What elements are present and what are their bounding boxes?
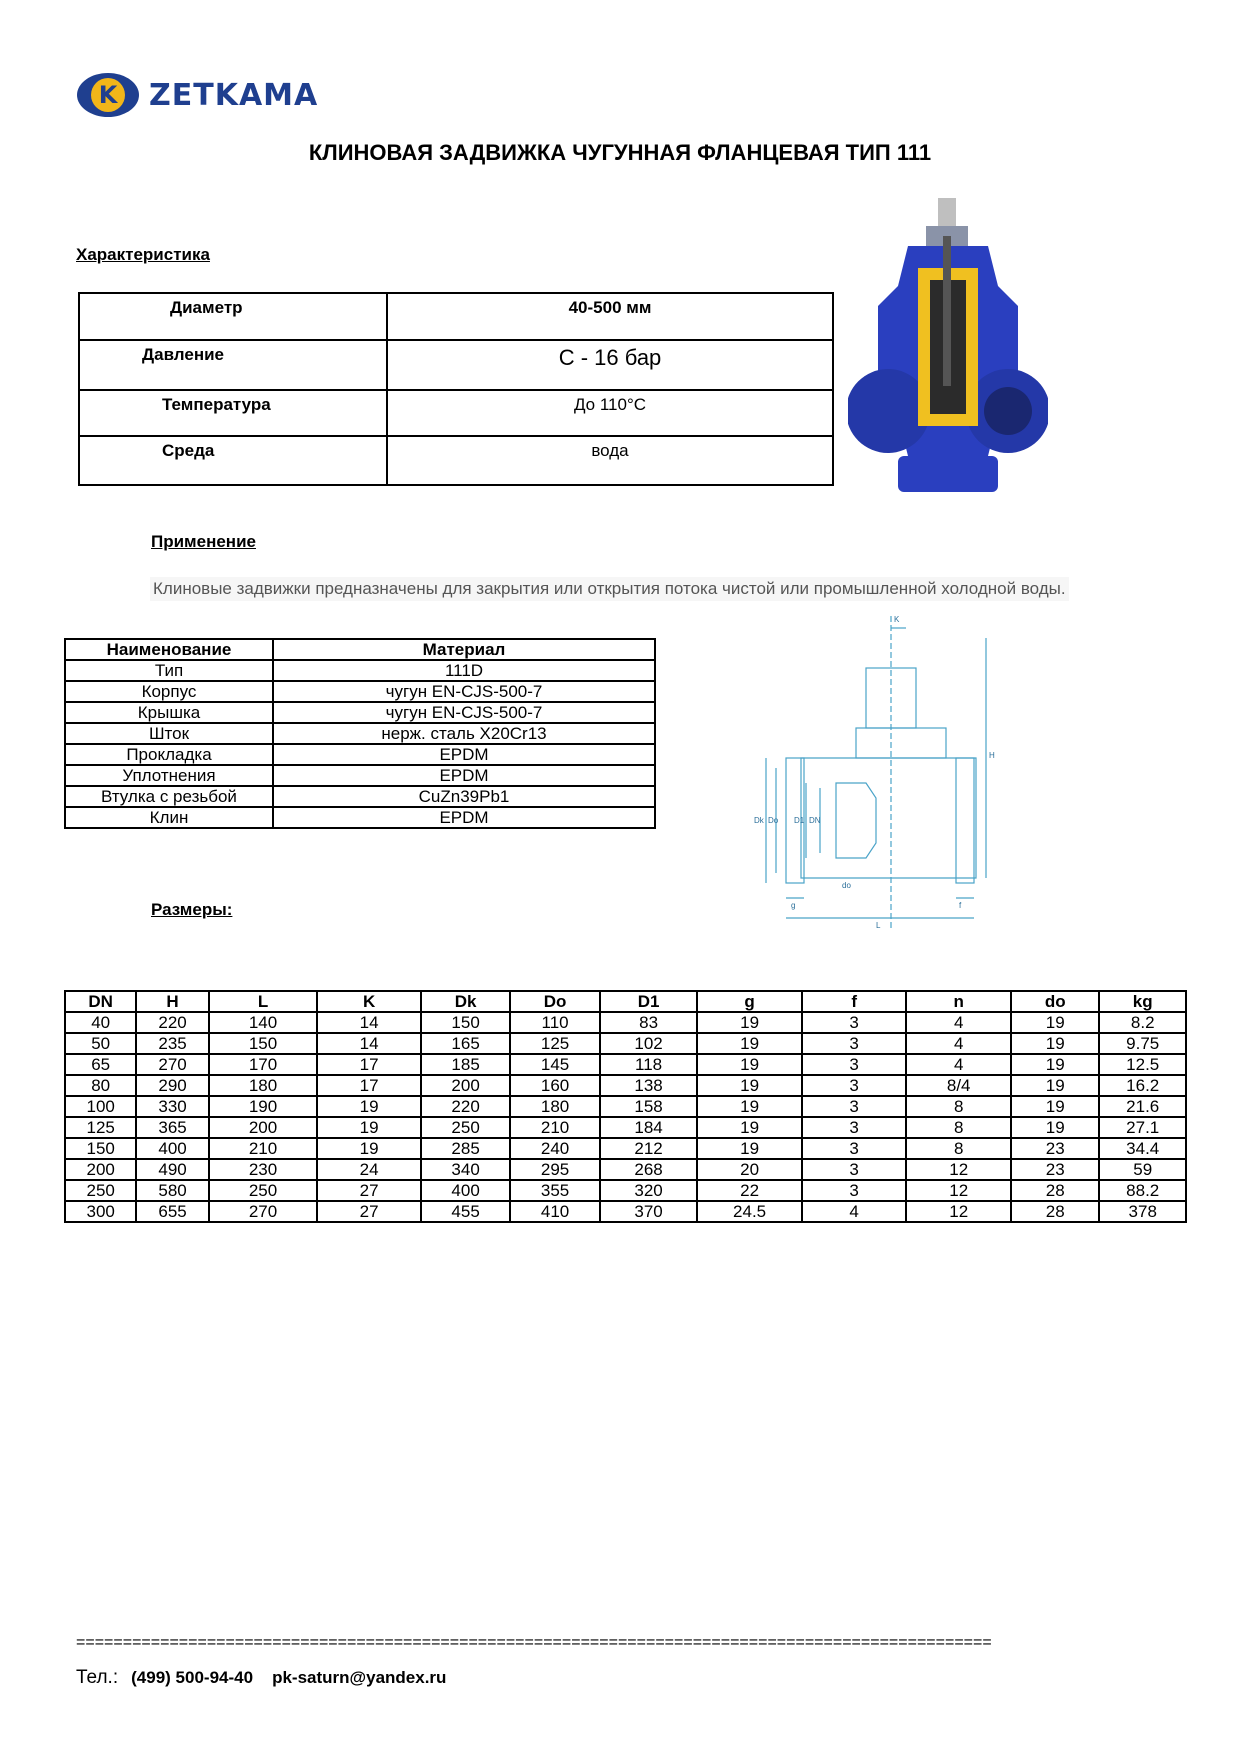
dimensions-cell: 27.1: [1099, 1117, 1186, 1138]
footer-separator: ==================================================================================================: [76, 1634, 992, 1651]
dimensions-cell: 100: [65, 1096, 136, 1117]
dimensions-cell: 80: [65, 1075, 136, 1096]
dimensions-cell: 12: [906, 1159, 1011, 1180]
table-row: [65, 1138, 1186, 1159]
dimensions-cell: 185: [421, 1054, 510, 1075]
dimensions-cell: 295: [510, 1159, 599, 1180]
dimensions-cell: 22: [697, 1180, 802, 1201]
dimensions-cell: 4: [906, 1012, 1011, 1033]
material-part: Клин: [65, 807, 273, 828]
email-address: pk-saturn@yandex.ru: [272, 1668, 447, 1687]
table-row: [65, 1033, 1186, 1054]
spec-value: С - 16 бар: [387, 340, 833, 390]
dimensions-cell: 23: [1011, 1138, 1099, 1159]
dimensions-cell: 3: [802, 1075, 907, 1096]
dimensions-cell: 19: [1011, 1012, 1099, 1033]
dimensions-cell: 3: [802, 1012, 907, 1033]
dimensions-cell: 17: [317, 1075, 421, 1096]
table-row: [65, 1201, 1186, 1222]
material-value: EPDM: [273, 744, 655, 765]
spec-row: [79, 390, 833, 436]
dimensions-cell: 24.5: [697, 1201, 802, 1222]
dimensions-cell: 370: [600, 1201, 698, 1222]
spec-row: [79, 436, 833, 485]
table-row: [65, 1012, 1186, 1033]
material-part: Шток: [65, 723, 273, 744]
material-value: 111D: [273, 660, 655, 681]
dimensions-cell: 65: [65, 1054, 136, 1075]
spec-value: вода: [387, 436, 833, 485]
table-row: [65, 723, 655, 744]
drawing-label-f: f: [959, 901, 962, 910]
dimensions-header: g: [697, 991, 802, 1012]
dimensions-cell: 28: [1011, 1201, 1099, 1222]
dimensions-cell: 19: [697, 1138, 802, 1159]
dimensions-cell: 19: [1011, 1117, 1099, 1138]
characteristics-table: [78, 292, 834, 486]
dimensions-cell: 19: [1011, 1033, 1099, 1054]
dimensions-cell: 3: [802, 1159, 907, 1180]
material-value: нерж. сталь Х20Сr13: [273, 723, 655, 744]
dimensions-cell: 21.6: [1099, 1096, 1186, 1117]
materials-header: Наименование: [65, 639, 273, 660]
dimensions-header: DN: [65, 991, 136, 1012]
spec-value: 40-500 мм: [387, 293, 833, 340]
dimensions-header-row: [65, 991, 1186, 1012]
dimensions-cell: 50: [65, 1033, 136, 1054]
dimensions-table: [64, 990, 1187, 1223]
dimensions-cell: 8.2: [1099, 1012, 1186, 1033]
page-title: КЛИНОВАЯ ЗАДВИЖКА ЧУГУННАЯ ФЛАНЦЕВАЯ ТИП 111: [308, 140, 932, 165]
dimensions-cell: 88.2: [1099, 1180, 1186, 1201]
dimensions-cell: 8: [906, 1117, 1011, 1138]
table-row: [65, 660, 655, 681]
dimensions-cell: 270: [136, 1054, 208, 1075]
drawing-label-dk: Dk: [754, 816, 764, 825]
table-row: [65, 744, 655, 765]
dimensions-cell: 235: [136, 1033, 208, 1054]
dimensions-cell: 19: [697, 1117, 802, 1138]
dimensions-cell: 180: [209, 1075, 318, 1096]
drawing-label-k: K: [894, 615, 900, 624]
dimensions-cell: 180: [510, 1096, 599, 1117]
dimensions-cell: 3: [802, 1033, 907, 1054]
dimensions-cell: 400: [421, 1180, 510, 1201]
dimensions-cell: 270: [209, 1201, 318, 1222]
materials-header-row: [65, 639, 655, 660]
material-value: EPDM: [273, 807, 655, 828]
material-value: чугун EN-CJS-500-7: [273, 702, 655, 723]
dimensions-cell: 59: [1099, 1159, 1186, 1180]
dimensions-header: Do: [510, 991, 599, 1012]
characteristics-heading: Характеристика: [76, 245, 210, 264]
dimensions-cell: 490: [136, 1159, 208, 1180]
drawing-label-h: H: [989, 751, 995, 760]
dimensions-cell: 3: [802, 1180, 907, 1201]
table-row: [65, 1096, 1186, 1117]
dimensions-cell: 19: [317, 1117, 421, 1138]
dimensions-cell: 19: [1011, 1096, 1099, 1117]
dimensions-cell: 83: [600, 1012, 698, 1033]
dimensions-cell: 19: [697, 1033, 802, 1054]
table-row: [65, 702, 655, 723]
drawing-label-l: L: [876, 921, 881, 930]
drawing-label-d1: D1: [794, 816, 805, 825]
spec-row: [79, 293, 833, 340]
material-value: чугун EN-CJS-500-7: [273, 681, 655, 702]
dimensions-cell: 455: [421, 1201, 510, 1222]
dimensions-cell: 285: [421, 1138, 510, 1159]
dimensions-cell: 290: [136, 1075, 208, 1096]
dimensions-cell: 400: [136, 1138, 208, 1159]
dimensions-cell: 27: [317, 1201, 421, 1222]
table-row: [65, 681, 655, 702]
dimensions-body: [65, 991, 1186, 1222]
spec-label: Диаметр: [79, 293, 387, 340]
dimensions-cell: 118: [600, 1054, 698, 1075]
material-part: Прокладка: [65, 744, 273, 765]
dimensions-header: K: [317, 991, 421, 1012]
drawing-label-dn: DN: [809, 816, 821, 825]
table-row: [65, 786, 655, 807]
dimensions-cell: 212: [600, 1138, 698, 1159]
dimensions-cell: 4: [906, 1054, 1011, 1075]
dimensions-cell: 184: [600, 1117, 698, 1138]
dimensions-cell: 3: [802, 1054, 907, 1075]
dimensions-header: H: [136, 991, 208, 1012]
dimensions-header: Dk: [421, 991, 510, 1012]
drawing-label-do-bolt: do: [842, 881, 851, 890]
dimensions-cell: 19: [697, 1054, 802, 1075]
dimensions-cell: 9.75: [1099, 1033, 1186, 1054]
dimensions-cell: 8: [906, 1138, 1011, 1159]
dimensions-cell: 210: [510, 1117, 599, 1138]
dimensions-cell: 12: [906, 1201, 1011, 1222]
drawing-label-g: g: [791, 901, 796, 910]
dimensions-cell: 19: [317, 1096, 421, 1117]
dimensions-cell: 12: [906, 1180, 1011, 1201]
dimensions-header: L: [209, 991, 318, 1012]
dimensions-header: f: [802, 991, 907, 1012]
dimensions-cell: 16.2: [1099, 1075, 1186, 1096]
dimensions-cell: 125: [510, 1033, 599, 1054]
material-value: CuZn39Pb1: [273, 786, 655, 807]
table-row: [65, 807, 655, 828]
company-logo: [77, 72, 318, 118]
dimensions-cell: 220: [136, 1012, 208, 1033]
material-part: Тип: [65, 660, 273, 681]
dimensions-cell: 110: [510, 1012, 599, 1033]
dimensions-cell: 24: [317, 1159, 421, 1180]
dimensions-cell: 19: [697, 1075, 802, 1096]
dimensions-cell: 23: [1011, 1159, 1099, 1180]
dimensions-cell: 27: [317, 1180, 421, 1201]
phone-label: Тел.:: [76, 1667, 119, 1688]
dimensions-cell: 158: [600, 1096, 698, 1117]
dimensions-cell: 12.5: [1099, 1054, 1186, 1075]
valve-technical-drawing: [746, 608, 1006, 938]
dimensions-cell: 220: [421, 1096, 510, 1117]
dimensions-cell: 200: [209, 1117, 318, 1138]
dimensions-cell: 320: [600, 1180, 698, 1201]
application-text: Клиновые задвижки предназначены для закрытия или открытия потока чистой или промышленной холодной воды.: [150, 577, 1069, 601]
dimensions-cell: 250: [209, 1180, 318, 1201]
materials-header: Материал: [273, 639, 655, 660]
valve-photo-illustration: [848, 196, 1048, 510]
dimensions-cell: 190: [209, 1096, 318, 1117]
phone-number: (499) 500-94-40: [131, 1668, 254, 1687]
application-heading: Применение: [151, 532, 256, 551]
dimensions-cell: 14: [317, 1033, 421, 1054]
dimensions-cell: 14: [317, 1012, 421, 1033]
material-part: Втулка с резьбой: [65, 786, 273, 807]
dimensions-cell: 160: [510, 1075, 599, 1096]
material-part: Корпус: [65, 681, 273, 702]
dimensions-cell: 19: [697, 1012, 802, 1033]
material-value: EPDM: [273, 765, 655, 786]
dimensions-cell: 19: [697, 1096, 802, 1117]
dimensions-cell: 150: [209, 1033, 318, 1054]
dimensions-cell: 102: [600, 1033, 698, 1054]
dimensions-cell: 4: [906, 1033, 1011, 1054]
dimensions-cell: 655: [136, 1201, 208, 1222]
dimensions-cell: 330: [136, 1096, 208, 1117]
dimensions-cell: 410: [510, 1201, 599, 1222]
spec-label: Давление: [79, 340, 387, 390]
dimensions-cell: 34.4: [1099, 1138, 1186, 1159]
logo-brand-name: ZETKAMA: [149, 77, 319, 113]
table-row: [65, 1117, 1186, 1138]
dimensions-cell: 200: [65, 1159, 136, 1180]
dimensions-cell: 140: [209, 1012, 318, 1033]
dimensions-cell: 250: [421, 1117, 510, 1138]
table-row: [65, 1075, 1186, 1096]
dimensions-cell: 8/4: [906, 1075, 1011, 1096]
dimensions-cell: 40: [65, 1012, 136, 1033]
dimensions-header: D1: [600, 991, 698, 1012]
table-row: [65, 1159, 1186, 1180]
dimensions-cell: 250: [65, 1180, 136, 1201]
dimensions-cell: 340: [421, 1159, 510, 1180]
dimensions-cell: 3: [802, 1117, 907, 1138]
table-row: [65, 1054, 1186, 1075]
dimensions-cell: 28: [1011, 1180, 1099, 1201]
spec-label: Среда: [79, 436, 387, 485]
dimensions-cell: 200: [421, 1075, 510, 1096]
dimensions-header: kg: [1099, 991, 1186, 1012]
dimensions-cell: 150: [421, 1012, 510, 1033]
materials-table: [64, 638, 656, 829]
dimensions-cell: 300: [65, 1201, 136, 1222]
dimensions-cell: 268: [600, 1159, 698, 1180]
dimensions-cell: 8: [906, 1096, 1011, 1117]
dimensions-cell: 378: [1099, 1201, 1186, 1222]
table-row: [65, 765, 655, 786]
dimensions-cell: 210: [209, 1138, 318, 1159]
dimensions-cell: 19: [1011, 1054, 1099, 1075]
table-row: [65, 1180, 1186, 1201]
material-part: Уплотнения: [65, 765, 273, 786]
dimensions-cell: 125: [65, 1117, 136, 1138]
logo-mark: K: [91, 78, 125, 112]
spec-value: До 110°С: [387, 390, 833, 436]
dimensions-header: n: [906, 991, 1011, 1012]
drawing-label-do: Do: [768, 816, 779, 825]
dimensions-cell: 19: [317, 1138, 421, 1159]
dimensions-cell: 20: [697, 1159, 802, 1180]
spec-label: Температура: [79, 390, 387, 436]
logo-badge: [77, 73, 139, 117]
dimensions-heading: Размеры:: [151, 900, 233, 919]
dimensions-cell: 138: [600, 1075, 698, 1096]
dimensions-cell: 170: [209, 1054, 318, 1075]
dimensions-cell: 355: [510, 1180, 599, 1201]
dimensions-cell: 3: [802, 1096, 907, 1117]
footer-contacts: [76, 1667, 446, 1689]
dimensions-cell: 150: [65, 1138, 136, 1159]
dimensions-cell: 580: [136, 1180, 208, 1201]
dimensions-cell: 3: [802, 1138, 907, 1159]
dimensions-cell: 145: [510, 1054, 599, 1075]
dimensions-cell: 240: [510, 1138, 599, 1159]
dimensions-cell: 365: [136, 1117, 208, 1138]
dimensions-header: do: [1011, 991, 1099, 1012]
dimensions-cell: 4: [802, 1201, 907, 1222]
spec-row: [79, 340, 833, 390]
dimensions-cell: 19: [1011, 1075, 1099, 1096]
dimensions-cell: 230: [209, 1159, 318, 1180]
dimensions-cell: 17: [317, 1054, 421, 1075]
dimensions-cell: 165: [421, 1033, 510, 1054]
material-part: Крышка: [65, 702, 273, 723]
